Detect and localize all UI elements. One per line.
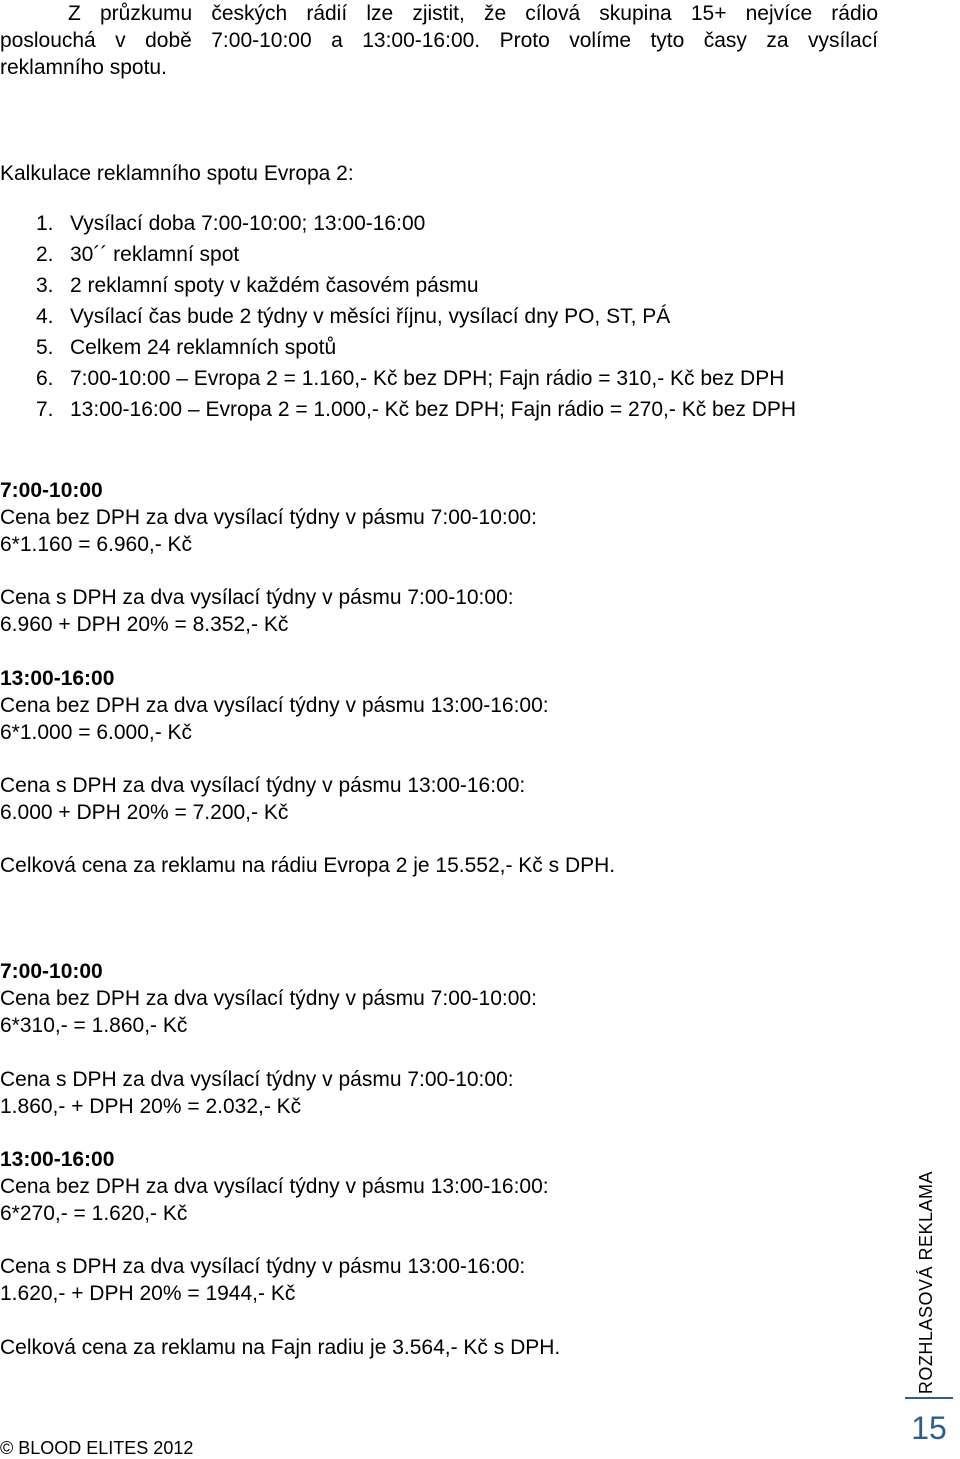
intro-line-1: Z průzkumu českých rádií lze zjistit, že cílová skupina 15+ nejvíce rádio	[68, 2, 878, 25]
list-item: 6. 7:00-10:00 – Evropa 2 = 1.160,- Kč bez DPH; Fajn rádio = 310,- Kč bez DPH	[36, 367, 785, 390]
evropa-morning-gross-value: 6.960 + DPH 20% = 8.352,- Kč	[0, 613, 289, 636]
footer-copyright: © BLOOD ELITES 2012	[0, 1438, 194, 1458]
page-number: 15	[911, 1410, 947, 1446]
evropa-afternoon-gross-value: 6.000 + DPH 20% = 7.200,- Kč	[0, 801, 289, 824]
fajn-afternoon-gross-label: Cena s DPH za dva vysílací týdny v pásmu 13:00-16:00:	[0, 1255, 526, 1278]
page-number-rule	[905, 1397, 953, 1399]
list-item: 1. Vysílací doba 7:00-10:00; 13:00-16:00	[36, 212, 426, 235]
fajn-afternoon-net-label: Cena bez DPH za dva vysílací týdny v pásmu 13:00-16:00:	[0, 1175, 549, 1198]
evropa-morning-net-label: Cena bez DPH za dva vysílací týdny v pásmu 7:00-10:00:	[0, 506, 537, 529]
fajn-morning-gross-value: 1.860,- + DPH 20% = 2.032,- Kč	[0, 1095, 302, 1118]
side-title	[913, 1170, 939, 1395]
calculation-title: Kalkulace reklamního spotu Evropa 2:	[0, 162, 354, 185]
fajn-morning-heading: 7:00-10:00	[0, 960, 103, 983]
intro-paragraph	[0, 0, 878, 81]
evropa-afternoon-net-value: 6*1.000 = 6.000,- Kč	[0, 721, 193, 744]
intro-line-2: poslouchá v době 7:00-10:00 a 13:00-16:00. Proto volíme tyto časy za vysílací	[0, 29, 878, 52]
evropa-afternoon-heading: 13:00-16:00	[0, 667, 115, 690]
list-item: 7. 13:00-16:00 – Evropa 2 = 1.000,- Kč bez DPH; Fajn rádio = 270,- Kč bez DPH	[36, 398, 797, 421]
evropa-total: Celková cena za reklamu na rádiu Evropa 2 je 15.552,- Kč s DPH.	[0, 854, 616, 877]
fajn-morning-net-value: 6*310,- = 1.860,- Kč	[0, 1014, 188, 1037]
fajn-afternoon-net-value: 6*270,- = 1.620,- Kč	[0, 1202, 188, 1225]
evropa-afternoon-gross-label: Cena s DPH za dva vysílací týdny v pásmu 13:00-16:00:	[0, 774, 526, 797]
list-item: 4. Vysílací čas bude 2 týdny v měsíci říjnu, vysílací dny PO, ST, PÁ	[36, 305, 671, 328]
list-item: 5. Celkem 24 reklamních spotů	[36, 336, 337, 359]
list-item: 2. 30´´ reklamní spot	[36, 243, 240, 266]
evropa-morning-heading: 7:00-10:00	[0, 479, 103, 502]
fajn-morning-net-label: Cena bez DPH za dva vysílací týdny v pásmu 7:00-10:00:	[0, 987, 537, 1010]
evropa-afternoon-net-label: Cena bez DPH za dva vysílací týdny v pásmu 13:00-16:00:	[0, 694, 549, 717]
evropa-morning-gross-label: Cena s DPH za dva vysílací týdny v pásmu 7:00-10:00:	[0, 586, 514, 609]
evropa-morning-net-value: 6*1.160 = 6.960,- Kč	[0, 533, 193, 556]
fajn-afternoon-gross-value: 1.620,- + DPH 20% = 1944,- Kč	[0, 1282, 296, 1305]
side-title-text: ROZHLASOVÁ REKLAMA	[915, 1170, 936, 1395]
fajn-morning-gross-label: Cena s DPH za dva vysílací týdny v pásmu 7:00-10:00:	[0, 1068, 514, 1091]
fajn-total: Celková cena za reklamu na Fajn radiu je 3.564,- Kč s DPH.	[0, 1336, 561, 1359]
fajn-afternoon-heading: 13:00-16:00	[0, 1148, 115, 1171]
list-item: 3. 2 reklamní spoty v každém časovém pásmu	[36, 274, 479, 297]
intro-line-3: reklamního spotu.	[0, 56, 167, 79]
